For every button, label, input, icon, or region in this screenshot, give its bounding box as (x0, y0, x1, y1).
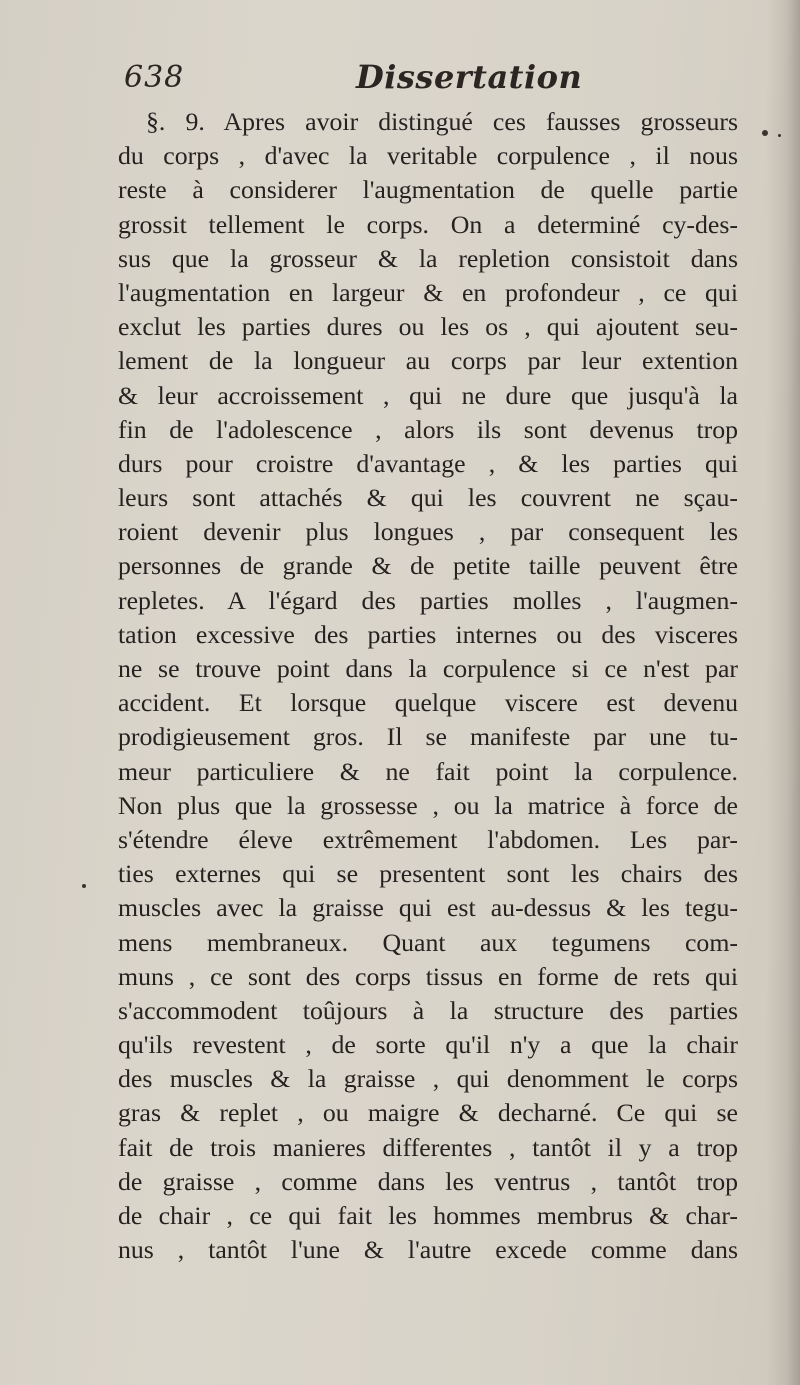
page-header (118, 58, 678, 102)
text-line: & leur accroissement , qui ne dure que jusqu'à la (118, 380, 738, 410)
text-line: tation excessive des parties internes ou des visceres (118, 619, 738, 649)
ink-speck (82, 884, 86, 888)
body-text (118, 105, 738, 1267)
text-line: reste à considerer l'augmentation de quelle partie (118, 175, 738, 205)
text-line: l'augmentation en largeur & en profondeur , ce qui (118, 277, 738, 307)
text-line: des muscles & la graisse , qui denomment le corps (118, 1064, 738, 1094)
running-title: Dissertation (356, 58, 583, 96)
text-line: du corps , d'avec la veritable corpulence , il nous (118, 141, 738, 171)
ink-speck (762, 130, 768, 136)
text-line: ne se trouve point dans la corpulence si ce n'est par (118, 654, 738, 683)
text-line: fait de trois manieres differentes , tantôt il y a trop (118, 1132, 738, 1162)
ink-speck (778, 134, 781, 137)
text-line: Non plus que la grossesse , ou la matrice à force de (118, 790, 738, 820)
text-line: grossit tellement le corps. On a determiné cy-des- (118, 209, 738, 239)
text-line: de graisse , comme dans les ventrus , tantôt trop (118, 1166, 738, 1196)
text-line: nus , tantôt l'une & l'autre excede comme dans (118, 1235, 738, 1265)
page-number: 638 (124, 60, 185, 95)
text-line: de chair , ce qui fait les hommes membrus & char- (118, 1201, 738, 1230)
text-line: mens membraneux. Quant aux tegumens com- (118, 927, 738, 957)
text-line: §. 9. Apres avoir distingué ces fausses grosseurs (146, 107, 738, 136)
text-line: personnes de grande & de petite taille peuvent être (118, 551, 738, 581)
text-line: leurs sont attachés & qui les couvrent ne sçau- (118, 483, 738, 513)
text-line: qu'ils revestent , de sorte qu'il n'y a que la chair (118, 1030, 738, 1060)
text-line: muns , ce sont des corps tissus en forme de rets qui (118, 961, 738, 991)
text-line: accident. Et lorsque quelque viscere est devenu (118, 688, 738, 718)
text-line: s'étendre éleve extrêmement l'abdomen. Les par- (118, 824, 738, 854)
text-line: fin de l'adolescence , alors ils sont devenus trop (118, 414, 738, 444)
text-line: sus que la grosseur & la repletion consistoit dans (118, 243, 738, 273)
text-line: durs pour croistre d'avantage , & les parties qui (118, 448, 738, 478)
page-edge-shadow (766, 0, 800, 1385)
text-line: roient devenir plus longues , par consequent les (118, 517, 738, 547)
text-line: exclut les parties dures ou les os , qui ajoutent seu- (118, 312, 738, 342)
text-line: gras & replet , ou maigre & decharné. Ce qui se (118, 1098, 738, 1128)
text-line: s'accommodent toûjours à la structure des parties (118, 995, 738, 1025)
text-line: repletes. A l'égard des parties molles , l'augmen- (118, 585, 738, 615)
text-line: prodigieusement gros. Il se manifeste par une tu- (118, 722, 738, 752)
text-line: muscles avec la graisse qui est au-dessus & les tegu- (118, 893, 738, 923)
text-line: lement de la longueur au corps par leur extention (118, 346, 738, 376)
text-line: ties externes qui se presentent sont les chairs des (118, 859, 738, 889)
text-line: meur particuliere & ne fait point la corpulence. (118, 756, 738, 786)
